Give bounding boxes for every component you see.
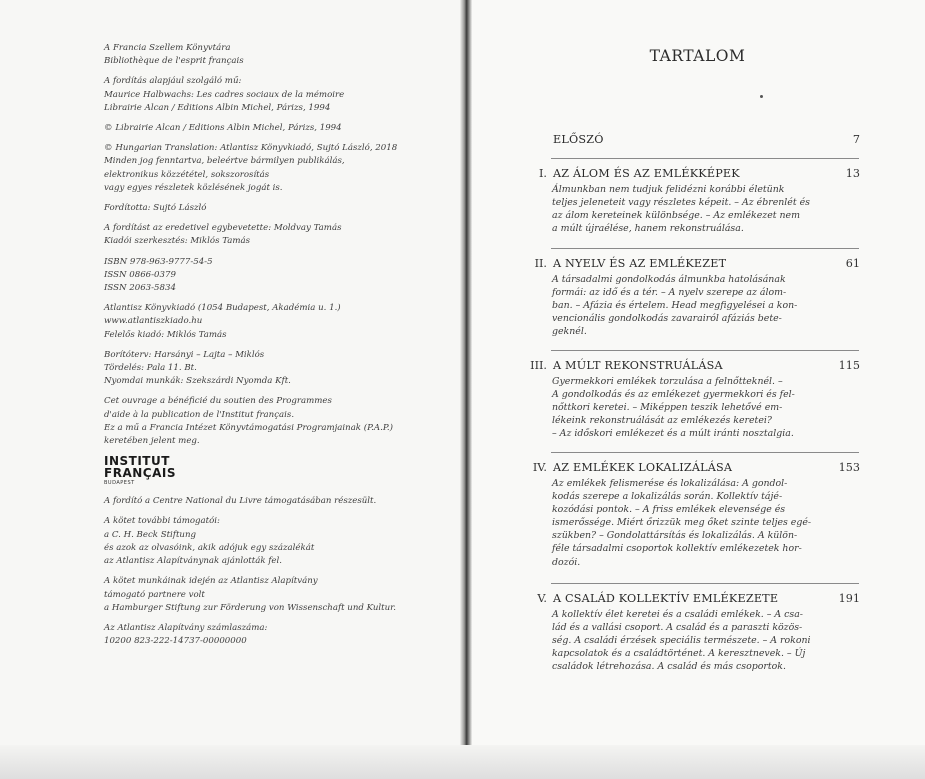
summary-line: családok létrehozása. A család és más csoportok. bbox=[552, 661, 786, 673]
imprint-line: a C. H. Beck Stiftung bbox=[104, 529, 196, 540]
imprint-line: Tördelés: Pala 11. Bt. bbox=[104, 363, 197, 374]
imprint-account bbox=[104, 622, 444, 648]
chapter-summary bbox=[552, 477, 832, 569]
summary-line: geknél. bbox=[552, 326, 587, 338]
imprint-line: ISBN 978-963-9777-54-5 bbox=[104, 256, 213, 267]
imprint-line: Kiadói szerkesztés: Miklós Tamás bbox=[104, 236, 251, 247]
chapter-page-number: 61 bbox=[845, 257, 860, 270]
imprint-line: támogató partnere volt bbox=[104, 589, 205, 600]
imprint-original-title bbox=[104, 75, 444, 115]
imprint-line: elektronikus közzététel, sokszorosítás bbox=[104, 169, 270, 180]
chapter-page-number: 7 bbox=[852, 133, 860, 146]
summary-line: ség. A családi érzések speciális természete. – A rokoni bbox=[552, 635, 811, 647]
chapter-number: II. bbox=[534, 257, 547, 270]
toc-divider bbox=[551, 350, 859, 351]
imprint-line: A Francia Szellem Könyvtára bbox=[104, 43, 231, 53]
chapter-summary bbox=[552, 608, 832, 673]
imprint-line: Atlantisz Könyvkiadó (1054 Budapest, Akadémia u. 1.) bbox=[104, 303, 341, 314]
imprint-line: A fordítás alapjául szolgáló mű: bbox=[104, 76, 242, 87]
toc-divider bbox=[551, 452, 859, 453]
imprint-line: A fordítást az eredetivel egybevetette: Moldvay Tamás bbox=[104, 223, 342, 234]
chapter-title: A NYELV ÉS AZ EMLÉKEZET bbox=[553, 257, 727, 270]
summary-line: féle társadalmi csoportok kollektív emlékezetek hor- bbox=[552, 543, 802, 555]
imprint-block bbox=[104, 42, 444, 655]
chapter-number: V. bbox=[537, 592, 547, 605]
imprint-line: A fordító a Centre National du Livre támogatásában részesült. bbox=[104, 496, 377, 507]
imprint-isbn bbox=[104, 256, 444, 296]
summary-line: dozói. bbox=[552, 556, 581, 568]
imprint-copyright-original bbox=[104, 122, 444, 135]
logo-text-line3: BUDAPEST bbox=[104, 480, 135, 487]
summary-line: A társadalmi gondolkodás álmunkba hatolásának bbox=[552, 274, 786, 285]
summary-line: teljes jeleneteit vagy részletes képeit. – Az ébrenlét és bbox=[552, 197, 810, 209]
imprint-line: Maurice Halbwachs: Les cadres sociaux de la mémoire bbox=[104, 89, 345, 100]
imprint-supporters bbox=[104, 515, 444, 568]
imprint-translator bbox=[104, 202, 444, 215]
logo-text-line2: FRANÇAIS bbox=[104, 466, 176, 481]
imprint-line: © Hungarian Translation: Atlantisz Könyvkiadó, Sujtó László, 2018 bbox=[104, 143, 398, 154]
summary-line: lékeink rekonstruálását az emlékezés keretei? bbox=[552, 415, 772, 427]
chapter-title: AZ EMLÉKEK LOKALIZÁLÁSA bbox=[553, 461, 733, 474]
toc-divider bbox=[551, 583, 859, 584]
summary-line: lád és a vallási csoport. A család és a paraszti közös- bbox=[552, 622, 803, 634]
summary-line: nőttkori keretei. – Miképpen teszik lehetővé em- bbox=[552, 402, 783, 414]
chapter-number: I. bbox=[539, 167, 547, 180]
summary-line: Gyermekkori emlékek torzulása a felnőtteknél. – bbox=[552, 376, 783, 387]
chapter-title: A MÚLT REKONSTRUÁLÁSA bbox=[553, 359, 723, 372]
imprint-line: Fordította: Sujtó László bbox=[104, 203, 207, 214]
imprint-line: keretében jelent meg. bbox=[104, 436, 200, 447]
chapter-summary bbox=[552, 273, 832, 338]
imprint-line: az Atlantisz Alapítványnak ajánlották fel. bbox=[104, 556, 283, 567]
book-spine bbox=[460, 0, 472, 779]
chapter-page-number: 115 bbox=[838, 359, 860, 372]
chapter-title: AZ ÁLOM ÉS AZ EMLÉKKÉPEK bbox=[553, 167, 740, 180]
imprint-editors bbox=[104, 222, 444, 248]
imprint-line: www.atlantiszkiado.hu bbox=[104, 316, 203, 327]
summary-line: – Az időskori emlékezet és a múlt iránti nosztalgia. bbox=[552, 428, 794, 440]
imprint-line: d'aide à la publication de l'Institut français. bbox=[104, 409, 295, 420]
imprint-line: Ez a mű a Francia Intézet Könyvtámogatási Programjainak (P.A.P.) bbox=[104, 422, 393, 433]
imprint-line: ISSN 2063-5834 bbox=[104, 283, 176, 294]
imprint-line: a Hamburger Stiftung zur Förderung von Wissenschaft und Kultur. bbox=[104, 602, 397, 613]
imprint-line: A kötet munkáinak idején az Atlantisz Alapítvány bbox=[104, 576, 318, 587]
imprint-line: és azok az olvasóink, akik adójuk egy százalékát bbox=[104, 542, 315, 553]
imprint-line: Librairie Alcan / Editions Albin Michel, Párizs, 1994 bbox=[104, 102, 331, 113]
toc-title: TARTALOM bbox=[649, 47, 746, 65]
print-speck bbox=[760, 95, 763, 98]
chapter-number: III. bbox=[530, 359, 547, 372]
summary-line: a múlt újraélése, hanem rekonstruálása. bbox=[552, 223, 744, 235]
chapter-page-number: 153 bbox=[838, 461, 860, 474]
summary-line: kodás szerepe a lokalizálás során. Kollektív tájé- bbox=[552, 491, 783, 503]
chapter-title: A CSALÁD KOLLEKTÍV EMLÉKEZETE bbox=[553, 592, 779, 605]
imprint-line: Bibliothèque de l'esprit français bbox=[104, 56, 244, 67]
imprint-line: Minden jog fenntartva, beleértve bármilyen publikálás, bbox=[104, 156, 345, 167]
imprint-institut-note bbox=[104, 395, 444, 448]
imprint-line: vagy egyes részletek közlésének jogát is. bbox=[104, 182, 283, 193]
summary-line: ban. – Afázia és értelem. Head megfigyelései a kon- bbox=[552, 300, 798, 312]
toc-divider bbox=[551, 158, 859, 159]
summary-line: Álmunkban nem tudjuk felidézni korábbi életünk bbox=[552, 184, 785, 195]
imprint-partner bbox=[104, 575, 444, 615]
page-bottom-edge bbox=[0, 745, 925, 779]
imprint-line: © Librairie Alcan / Editions Albin Michel, Párizs, 1994 bbox=[104, 123, 342, 134]
summary-line: Az emlékek felismerése és lokalizálása: A gondol- bbox=[552, 478, 788, 489]
chapter-page-number: 13 bbox=[845, 167, 860, 180]
imprint-copyright-hungarian bbox=[104, 142, 444, 195]
summary-line: szükben? – Gondolattársítás és lokalizálás. A külön- bbox=[552, 530, 798, 542]
toc-divider bbox=[551, 248, 859, 249]
summary-line: A gondolkodás és az emlékezet gyermekkori és fel- bbox=[552, 389, 795, 401]
chapter-title: ELŐSZÓ bbox=[553, 133, 604, 146]
imprint-line: 10200 823-222-14737-00000000 bbox=[104, 636, 247, 647]
summary-line: kapcsolatok és a családtörténet. A keresztnevek. – Új bbox=[552, 648, 806, 660]
summary-line: kozódási pontok. – A friss emlékek elevensége és bbox=[552, 504, 786, 516]
summary-line: vencionális gondolkodás zavarairól afáziás bete- bbox=[552, 313, 782, 325]
imprint-line: Felelős kiadó: Miklós Tamás bbox=[104, 329, 227, 340]
imprint-publisher bbox=[104, 302, 444, 342]
imprint-cnl-note bbox=[104, 495, 444, 508]
summary-line: A kollektív élet keretei és a családi emlékek. – A csa- bbox=[552, 609, 803, 620]
institut-francais-logo bbox=[104, 455, 444, 486]
imprint-line: Az Atlantisz Alapítvány számlaszáma: bbox=[104, 622, 268, 633]
summary-line: az álom kereteinek különbsége. – Az emlékezet nem bbox=[552, 210, 800, 222]
imprint-line: Nyomdai munkák: Szekszárdi Nyomda Kft. bbox=[104, 376, 291, 387]
imprint-series bbox=[104, 42, 444, 68]
imprint-line: A kötet további támogatói: bbox=[104, 516, 220, 527]
summary-line: formái: az idő és a tér. – A nyelv szerepe az álom- bbox=[552, 287, 787, 299]
logo-text-line1: INSTITUT bbox=[104, 454, 170, 469]
chapter-page-number: 191 bbox=[838, 592, 860, 605]
imprint-line: Borítóterv: Harsányi – Lajta – Miklós bbox=[104, 349, 265, 360]
chapter-summary bbox=[552, 183, 832, 235]
imprint-line: ISSN 0866-0379 bbox=[104, 269, 176, 280]
summary-line: ismerőssége. Miért őrizzük meg őket szinte teljes egé- bbox=[552, 517, 812, 529]
chapter-number: IV. bbox=[532, 461, 547, 474]
imprint-production bbox=[104, 349, 444, 389]
chapter-summary bbox=[552, 375, 832, 440]
imprint-line: Cet ouvrage a bénéficié du soutien des Programmes bbox=[104, 396, 332, 407]
